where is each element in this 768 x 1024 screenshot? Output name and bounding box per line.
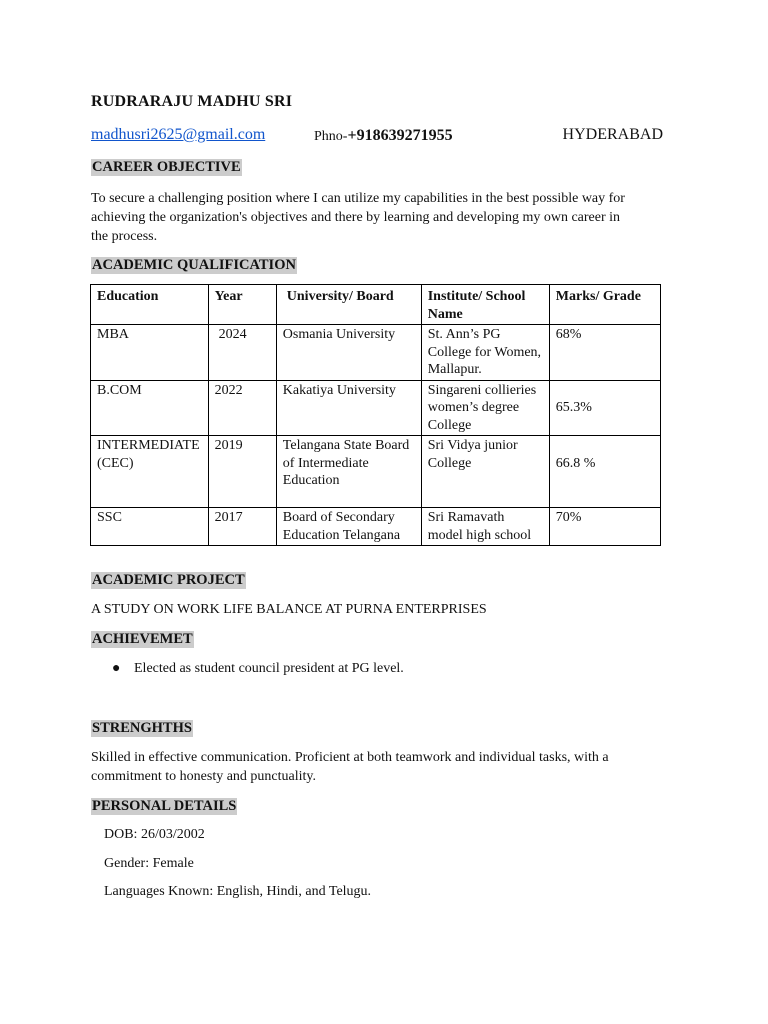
languages-line: Languages Known: English, Hindi, and Telugu. [104, 884, 372, 899]
column-header: University/ Board [276, 285, 421, 325]
cell-university: Kakatiya University [276, 380, 421, 436]
personal-details-heading: PERSONAL DETAILS [92, 798, 237, 814]
cell-education: SSC [91, 508, 209, 546]
column-header: Education [91, 285, 209, 325]
cell-institute: Sri Ramavath model high school [421, 508, 549, 546]
achievement-list-item [112, 661, 404, 677]
dob-line: DOB: 26/03/2002 [104, 827, 205, 842]
gender-line: Gender: Female [104, 856, 194, 871]
email-link[interactable]: madhusri2625@gmail.com [91, 126, 266, 143]
cell-marks: 66.8 % [549, 436, 660, 508]
table-header-row [91, 285, 661, 325]
cell-education: B.COM [91, 380, 209, 436]
career-objective-line: To secure a challenging position where I can utilize my capabilities in the best possible way for [91, 191, 625, 206]
table-row [91, 508, 661, 546]
phone-number [314, 127, 453, 145]
academic-project-heading: ACADEMIC PROJECT [92, 572, 245, 588]
column-header: Institute/ School Name [421, 285, 549, 325]
cell-university: Osmania University [276, 325, 421, 381]
achievement-heading: ACHIEVEMET [92, 631, 193, 647]
phone-value: +918639271955 [347, 127, 453, 144]
candidate-name: RUDRARAJU MADHU SRI [91, 93, 293, 110]
cell-education: MBA [91, 325, 209, 381]
achievement-text: Elected as student council president at PG level. [134, 661, 404, 676]
cell-marks: 65.3% [549, 380, 660, 436]
cell-institute: St. Ann’s PG College for Women, Mallapur. [421, 325, 549, 381]
cell-education: INTERMEDIATE (CEC) [91, 436, 209, 508]
table-row [91, 325, 661, 381]
education-table [90, 284, 661, 546]
phone-prefix: Phno- [314, 129, 348, 144]
cell-marks: 70% [549, 508, 660, 546]
career-objective-heading: CAREER OBJECTIVE [92, 159, 241, 175]
cell-year: 2022 [208, 380, 276, 436]
strengths-text [91, 748, 671, 786]
column-header: Year [208, 285, 276, 325]
table-row [91, 436, 661, 508]
table-row [91, 380, 661, 436]
strengths-line: Skilled in effective communication. Proficient at both teamwork and individual tasks, with a [91, 750, 609, 765]
city: HYDERABAD [562, 126, 663, 143]
cell-university: Board of Secondary Education Telangana [276, 508, 421, 546]
cell-marks: 68% [549, 325, 660, 381]
strengths-heading: STRENGHTHS [92, 720, 192, 736]
contact-line [91, 126, 666, 148]
cell-year: 2019 [208, 436, 276, 508]
academic-project-text: A STUDY ON WORK LIFE BALANCE AT PURNA ENTERPRISES [91, 602, 487, 617]
strengths-line: commitment to honesty and punctuality. [91, 769, 316, 784]
career-objective-text [91, 189, 671, 246]
column-header: Marks/ Grade [549, 285, 660, 325]
career-objective-line: the process. [91, 229, 158, 244]
cell-institute: Singareni collieries women’s degree College [421, 380, 549, 436]
academic-qualification-heading: ACADEMIC QUALIFICATION [92, 257, 296, 273]
cell-year: 2017 [208, 508, 276, 546]
cell-year: 2024 [208, 325, 276, 381]
bullet-icon: ● [112, 661, 121, 676]
career-objective-line: achieving the organization's objectives and there by learning and developing my own career in [91, 210, 621, 225]
cell-institute: Sri Vidya junior College [421, 436, 549, 508]
cell-university: Telangana State Board of Intermediate Education [276, 436, 421, 508]
